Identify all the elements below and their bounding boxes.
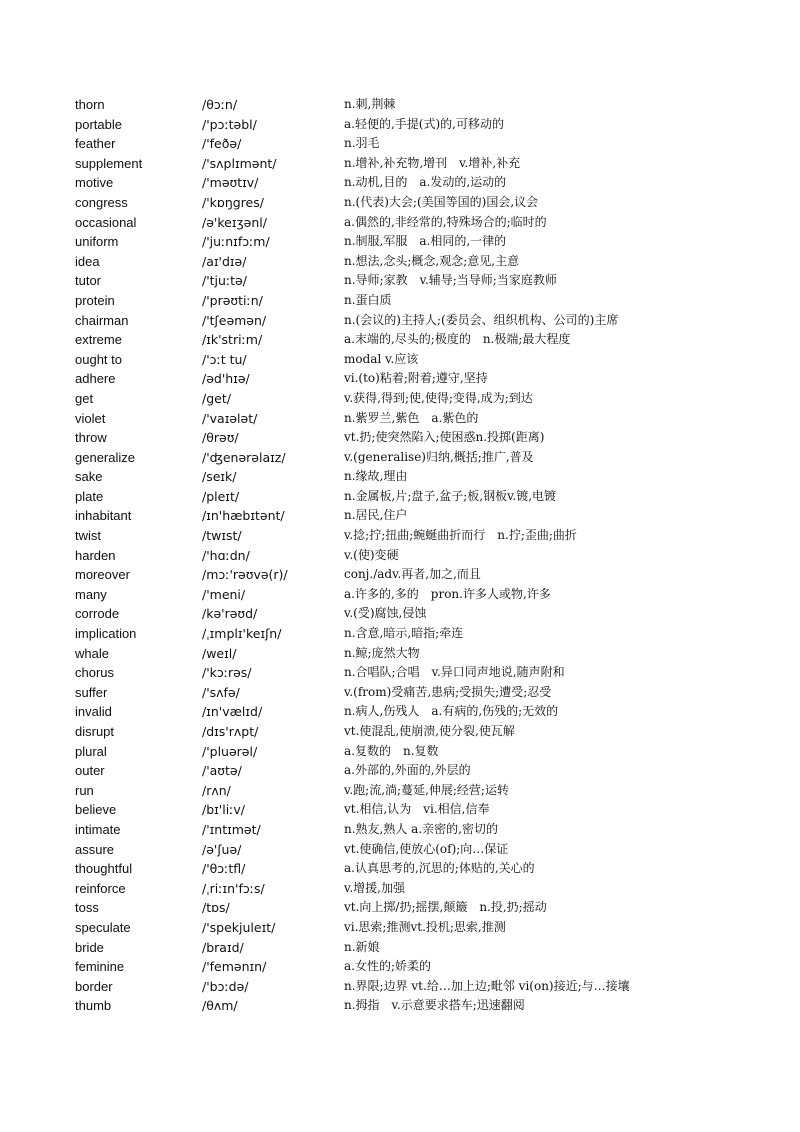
- entry-word: speculate: [75, 919, 131, 935]
- entry-phonetic: /bɪ'liːv/: [202, 802, 245, 818]
- entry-definition: n.居民,住户: [344, 508, 408, 523]
- entry-phonetic: /'sʌplɪmənt/: [202, 155, 277, 171]
- entry-phonetic: /seɪk/: [202, 469, 237, 485]
- entry-phonetic: /ɪn'hæbɪtənt/: [202, 508, 285, 524]
- vocab-entry: [0, 663, 800, 683]
- vocab-entry: [0, 409, 800, 429]
- entry-phonetic: /'aʊtə/: [202, 763, 242, 779]
- vocab-entry: [0, 232, 800, 252]
- entry-definition: v.获得,得到;使,使得;变得,成为;到达: [344, 390, 533, 405]
- vocab-entry: [0, 604, 800, 624]
- entry-phonetic: /'sʌfə/: [202, 684, 240, 700]
- entry-word: adhere: [75, 371, 116, 387]
- entry-word: moreover: [75, 567, 130, 583]
- entry-phonetic: /twɪst/: [202, 528, 242, 544]
- entry-word: outer: [75, 763, 105, 779]
- entry-definition: n.金属板,片;盘子,盆子;板,钢板v.镀,电镀: [344, 488, 557, 503]
- vocab-entry: [0, 820, 800, 840]
- entry-definition: a.轻便的,手提(式)的,可移动的: [344, 116, 504, 131]
- entry-phonetic: /ˌɪmplɪ'keɪʃn/: [202, 626, 282, 642]
- entry-phonetic: /kə'rəʊd/: [202, 606, 258, 622]
- entry-word: occasional: [75, 214, 137, 230]
- entry-definition: n.界限;边界 vt.给…加上边;毗邻 vi(on)接近;与…接壤: [344, 978, 630, 993]
- vocab-entry: [0, 996, 800, 1016]
- entry-word: thorn: [75, 97, 105, 112]
- vocab-entry: [0, 428, 800, 448]
- vocab-entry: [0, 898, 800, 918]
- entry-word: congress: [75, 194, 128, 210]
- entry-phonetic: /'pɔːtəbl/: [202, 116, 257, 132]
- entry-phonetic: /pleɪt/: [202, 488, 240, 504]
- entry-phonetic: /get/: [202, 390, 231, 406]
- entry-phonetic: /θrəʊ/: [202, 430, 239, 446]
- entry-word: assure: [75, 841, 115, 857]
- entry-definition: a.认真思考的,沉思的;体贴的,关心的: [344, 861, 535, 876]
- entry-definition: n.拇指 v.示意要求搭车;迅速翻阅: [344, 998, 525, 1013]
- vocab-entry: [0, 115, 800, 135]
- vocab-entry: [0, 546, 800, 566]
- entry-phonetic: /'məʊtɪv/: [202, 175, 259, 191]
- entry-phonetic: /braɪd/: [202, 939, 244, 955]
- vocab-entry: [0, 154, 800, 174]
- entry-word: motive: [75, 175, 114, 191]
- vocab-entry: [0, 977, 800, 997]
- entry-phonetic: /'feðə/: [202, 136, 242, 152]
- entry-phonetic: /weɪl/: [202, 645, 237, 661]
- vocab-entry: [0, 859, 800, 879]
- vocab-entry: [0, 271, 800, 291]
- vocab-entry: [0, 291, 800, 311]
- vocab-entry: [0, 702, 800, 722]
- entry-definition: vt.使确信,使放心(of);向…保证: [344, 841, 509, 856]
- vocab-entry: [0, 369, 800, 389]
- entry-word: run: [75, 782, 94, 798]
- entry-word: sake: [75, 469, 103, 485]
- entry-phonetic: /'femənɪn/: [202, 959, 267, 975]
- vocab-entry: [0, 565, 800, 585]
- entry-definition: n.熟友,熟人 a.亲密的,密切的: [344, 821, 498, 836]
- entry-word: tutor: [75, 273, 102, 289]
- entry-phonetic: /'kɒŋgres/: [202, 194, 264, 210]
- entry-phonetic: /'ʤenərəlaɪz/: [202, 449, 286, 465]
- entry-definition: n.(会议的)主持人;(委员会、组织机构、公司的)主席: [344, 312, 619, 327]
- vocab-entry: [0, 252, 800, 272]
- entry-word: extreme: [75, 332, 122, 348]
- entry-definition: vt.相信,认为 vi.相信,信奉: [344, 802, 490, 817]
- vocab-entry: [0, 506, 800, 526]
- entry-phonetic: /rʌn/: [202, 782, 231, 798]
- entry-phonetic: /aɪ'dɪə/: [202, 253, 247, 269]
- entry-phonetic: /'ɪntɪmət/: [202, 821, 261, 837]
- vocab-entry: [0, 781, 800, 801]
- vocab-entry: [0, 193, 800, 213]
- entry-definition: v.(generalise)归纳,概括;推广,普及: [344, 449, 534, 464]
- vocab-entry: [0, 389, 800, 409]
- entry-phonetic: /'spekjuleɪt/: [202, 919, 276, 935]
- entry-word: chorus: [75, 665, 115, 681]
- vocab-entry: [0, 840, 800, 860]
- entry-word: disrupt: [75, 724, 115, 739]
- entry-phonetic: /ɪn'vælɪd/: [202, 704, 263, 720]
- entry-phonetic: /mɔː'rəʊvə(r)/: [202, 567, 288, 583]
- entry-definition: n.缘故,理由: [344, 469, 408, 484]
- entry-word: portable: [75, 116, 122, 132]
- vocab-entry: [0, 134, 800, 154]
- vocab-entry: [0, 938, 800, 958]
- entry-definition: a.末端的,尽头的;极度的 n.极端;最大程度: [344, 332, 571, 347]
- entry-word: feather: [75, 136, 116, 152]
- entry-word: protein: [75, 292, 115, 308]
- entry-word: twist: [75, 528, 101, 544]
- vocab-entry: [0, 742, 800, 762]
- entry-definition: n.刺,荆棘: [344, 97, 396, 111]
- vocab-entry: [0, 95, 800, 115]
- entry-word: suffer: [75, 684, 108, 700]
- entry-word: whale: [75, 645, 109, 661]
- vocab-entry: [0, 350, 800, 370]
- entry-phonetic: /θʌm/: [202, 998, 238, 1014]
- entry-word: reinforce: [75, 880, 126, 896]
- entry-phonetic: /'tjuːtə/: [202, 273, 247, 289]
- entry-phonetic: /tɒs/: [202, 900, 230, 916]
- entry-definition: vi.思索;推测vt.投机;思索,推测: [344, 919, 506, 934]
- vocab-entry: [0, 644, 800, 664]
- entry-definition: n.动机,目的 a.发动的,运动的: [344, 175, 507, 190]
- entry-definition: v.(受)腐蚀,侵蚀: [344, 606, 427, 621]
- vocab-entry: [0, 918, 800, 938]
- entry-phonetic: /'hɑːdn/: [202, 547, 250, 563]
- vocab-entry: [0, 448, 800, 468]
- entry-word: invalid: [75, 704, 112, 720]
- entry-word: believe: [75, 802, 117, 818]
- entry-definition: n.导师;家教 v.辅导;当导师;当家庭教师: [344, 273, 557, 288]
- entry-phonetic: /'θɔːtfl/: [202, 861, 246, 877]
- entry-word: idea: [75, 253, 100, 269]
- vocab-entry: [0, 173, 800, 193]
- entry-definition: v.增援,加强: [344, 880, 405, 895]
- entry-definition: modal v.应该: [344, 351, 419, 366]
- entry-definition: n.(代表)大会;(美国等国的)国会,议会: [344, 194, 539, 209]
- entry-phonetic: /ə'keɪʒənl/: [202, 214, 267, 230]
- entry-definition: n.新娘: [344, 939, 380, 954]
- vocab-entry: [0, 311, 800, 331]
- entry-definition: a.偶然的,非经常的,特殊场合的;临时的: [344, 214, 547, 229]
- entry-word: many: [75, 586, 107, 602]
- vocab-entry: [0, 761, 800, 781]
- entry-word: feminine: [75, 959, 125, 975]
- entry-word: intimate: [75, 821, 121, 837]
- entry-word: corrode: [75, 606, 120, 622]
- entry-phonetic: /'tʃeəmən/: [202, 312, 267, 328]
- entry-definition: n.含意,暗示,暗指;牵连: [344, 626, 464, 641]
- entry-word: generalize: [75, 449, 135, 465]
- entry-definition: v.(from)受痛苦,患病;受损失;遭受;忍受: [344, 684, 552, 699]
- entry-definition: v.(使)变硬: [344, 547, 399, 562]
- entry-phonetic: /θɔːn/: [202, 97, 238, 112]
- entry-word: plate: [75, 488, 104, 504]
- entry-word: implication: [75, 626, 137, 642]
- vocab-entry: [0, 526, 800, 546]
- entry-phonetic: /'prəʊtiːn/: [202, 292, 263, 308]
- vocab-entry: [0, 213, 800, 233]
- entry-phonetic: /dɪs'rʌpt/: [202, 724, 259, 739]
- entry-word: toss: [75, 900, 99, 916]
- vocab-entry: [0, 683, 800, 703]
- entry-definition: n.鲸;庞然大物: [344, 645, 420, 660]
- entry-definition: n.病人,伤残人 a.有病的,伤残的;无效的: [344, 704, 559, 719]
- entry-definition: vi.(to)粘着;附着;遵守,坚持: [344, 371, 488, 386]
- vocabulary-list: [0, 95, 800, 1016]
- entry-phonetic: /'kɔːrəs/: [202, 665, 252, 681]
- entry-definition: n.紫罗兰,紫色 a.紫色的: [344, 410, 479, 425]
- entry-phonetic: /'bɔːdə/: [202, 978, 249, 994]
- entry-definition: a.复数的 n.复数: [344, 743, 439, 758]
- vocab-entry: [0, 957, 800, 977]
- entry-word: thoughtful: [75, 861, 133, 877]
- entry-definition: v.跑;流,淌;蔓延,伸展;经营;运转: [344, 782, 509, 797]
- entry-word: inhabitant: [75, 508, 132, 524]
- entry-word: throw: [75, 430, 107, 446]
- entry-definition: a.外部的,外面的,外层的: [344, 763, 471, 778]
- entry-phonetic: /'vaɪələt/: [202, 410, 258, 426]
- entry-definition: n.合唱队;合唱 v.异口同声地说,随声附和: [344, 665, 565, 680]
- entry-phonetic: /'ɔːt tu/: [202, 351, 247, 367]
- entry-definition: n.蛋白质: [344, 292, 392, 307]
- vocab-entry: [0, 800, 800, 820]
- vocab-entry: [0, 585, 800, 605]
- vocab-entry: [0, 330, 800, 350]
- entry-definition: vt.使混乱,使崩溃,使分裂,使瓦解: [344, 724, 515, 738]
- entry-definition: vt.扔;使突然陷入;使困惑n.投掷(距离): [344, 430, 545, 445]
- entry-definition: a.许多的,多的 pron.许多人或物,许多: [344, 586, 551, 601]
- entry-word: get: [75, 390, 94, 406]
- entry-definition: n.制服,军服 a.相同的,一律的: [344, 234, 507, 249]
- entry-phonetic: /əd'hɪə/: [202, 371, 250, 387]
- vocab-entry: [0, 879, 800, 899]
- entry-definition: n.想法,念头;概念,观念;意见,主意: [344, 253, 520, 268]
- entry-definition: n.羽毛: [344, 136, 380, 151]
- entry-word: chairman: [75, 312, 129, 328]
- vocab-entry: [0, 722, 800, 742]
- entry-definition: conj./adv.再者,加之,而且: [344, 567, 481, 582]
- entry-word: uniform: [75, 234, 119, 250]
- entry-word: border: [75, 978, 113, 994]
- entry-word: plural: [75, 743, 107, 759]
- entry-phonetic: /'meni/: [202, 586, 246, 602]
- vocab-entry: [0, 624, 800, 644]
- entry-word: bride: [75, 939, 104, 955]
- entry-definition: n.增补,补充物,增刊 v.增补,补充: [344, 155, 521, 170]
- vocab-entry: [0, 487, 800, 507]
- entry-word: supplement: [75, 155, 143, 171]
- entry-definition: vt.向上掷/扔;摇摆,颠簸 n.投,扔;摇动: [344, 900, 547, 915]
- entry-phonetic: /ɪk'striːm/: [202, 332, 263, 348]
- vocab-entry: [0, 467, 800, 487]
- entry-word: thumb: [75, 998, 112, 1014]
- entry-phonetic: /'pluərəl/: [202, 743, 258, 759]
- entry-phonetic: /ˌriːɪn'fɔːs/: [202, 880, 265, 896]
- entry-phonetic: /'juːnɪfɔːm/: [202, 234, 270, 250]
- entry-definition: v.捻;拧;扭曲;蜿蜒曲折而行 n.拧;歪曲;曲折: [344, 528, 577, 543]
- entry-definition: a.女性的;娇柔的: [344, 959, 432, 974]
- entry-word: violet: [75, 410, 106, 426]
- entry-word: harden: [75, 547, 116, 563]
- entry-word: ought to: [75, 351, 122, 367]
- entry-phonetic: /ə'ʃuə/: [202, 841, 242, 857]
